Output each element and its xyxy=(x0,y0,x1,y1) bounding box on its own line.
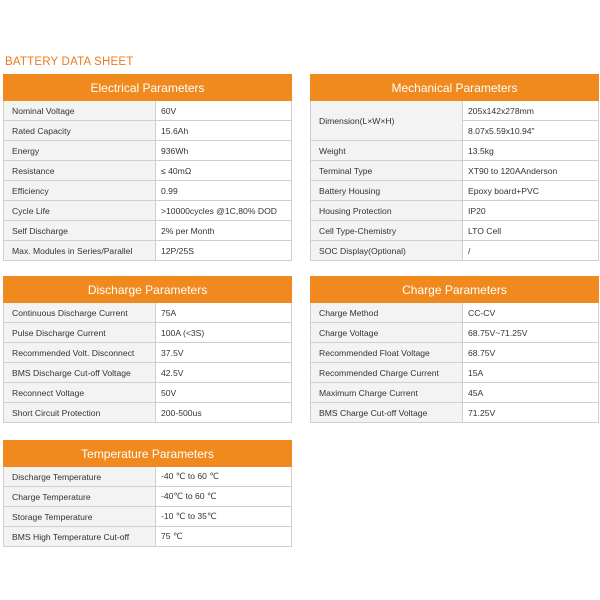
electrical-parameters-table xyxy=(3,74,292,261)
table-row xyxy=(4,507,292,527)
row-value: 71.25V xyxy=(463,403,599,423)
table-row xyxy=(311,141,599,161)
row-value: 2% per Month xyxy=(156,221,292,241)
table-row xyxy=(4,181,292,201)
table-row xyxy=(311,383,599,403)
row-label: Charge Voltage xyxy=(311,323,463,343)
table-row xyxy=(311,303,599,323)
row-value: >10000cycles @1C,80% DOD xyxy=(156,201,292,221)
table-row xyxy=(4,363,292,383)
row-value: -40℃ to 60 ℃ xyxy=(156,487,292,507)
row-value: 15A xyxy=(463,363,599,383)
table-row xyxy=(311,343,599,363)
row-value: 13.5kg xyxy=(463,141,599,161)
table-row xyxy=(4,323,292,343)
table-row xyxy=(4,467,292,487)
row-label: Energy xyxy=(4,141,156,161)
row-label: BMS High Temperature Cut-off xyxy=(4,527,156,547)
row-label: Weight xyxy=(311,141,463,161)
row-label: Efficiency xyxy=(4,181,156,201)
row-value: LTO Cell xyxy=(463,221,599,241)
row-value: ≤ 40mΩ xyxy=(156,161,292,181)
mechanical-parameters-table xyxy=(310,74,599,261)
row-value: 936Wh xyxy=(156,141,292,161)
row-label: Housing Protection xyxy=(311,201,463,221)
row-value: CC-CV xyxy=(463,303,599,323)
table-row xyxy=(311,101,599,121)
table-row xyxy=(311,403,599,423)
row-label: Recommended Float Voltage xyxy=(311,343,463,363)
table-row xyxy=(311,221,599,241)
table-row xyxy=(311,363,599,383)
row-label: Rated Capacity xyxy=(4,121,156,141)
row-label: Maximum Charge Current xyxy=(311,383,463,403)
table-row xyxy=(311,323,599,343)
table-row xyxy=(4,201,292,221)
row-value: 42.5V xyxy=(156,363,292,383)
row-value: 100A (<3S) xyxy=(156,323,292,343)
row-label: Reconnect Voltage xyxy=(4,383,156,403)
row-label: Storage Temperature xyxy=(4,507,156,527)
charge-parameters-heading: Charge Parameters xyxy=(311,277,599,303)
row-value: 0.99 xyxy=(156,181,292,201)
row-value: 45A xyxy=(463,383,599,403)
row-value: 50V xyxy=(156,383,292,403)
row-value: 37.5V xyxy=(156,343,292,363)
temperature-parameters-table xyxy=(3,440,292,547)
row-label: Max. Modules in Series/Parallel xyxy=(4,241,156,261)
table-row xyxy=(4,487,292,507)
table-row xyxy=(4,221,292,241)
mechanical-parameters-heading: Mechanical Parameters xyxy=(311,75,599,101)
row-label: Cycle Life xyxy=(4,201,156,221)
row-label: Recommended Volt. Disconnect xyxy=(4,343,156,363)
table-row xyxy=(4,121,292,141)
row-value: 68.75V~71.25V xyxy=(463,323,599,343)
discharge-parameters-table xyxy=(3,276,292,423)
row-value: IP20 xyxy=(463,201,599,221)
row-label: Charge Temperature xyxy=(4,487,156,507)
row-label: Dimension(L×W×H) xyxy=(311,101,463,141)
row-label: Nominal Voltage xyxy=(4,101,156,121)
row-label: Self Discharge xyxy=(4,221,156,241)
row-label: Pulse Discharge Current xyxy=(4,323,156,343)
table-row xyxy=(4,101,292,121)
row-label: Short Circuit Protection xyxy=(4,403,156,423)
charge-parameters-table xyxy=(310,276,599,423)
sheet-title: BATTERY DATA SHEET xyxy=(5,56,134,68)
row-label: Battery Housing xyxy=(311,181,463,201)
row-value: 15.6Ah xyxy=(156,121,292,141)
row-label: Continuous Discharge Current xyxy=(4,303,156,323)
row-value: 200-500us xyxy=(156,403,292,423)
table-row xyxy=(311,241,599,261)
discharge-parameters-heading: Discharge Parameters xyxy=(4,277,292,303)
table-row xyxy=(311,201,599,221)
row-value: 75A xyxy=(156,303,292,323)
row-label: SOC Display(Optional) xyxy=(311,241,463,261)
table-row xyxy=(311,161,599,181)
row-label: Charge Method xyxy=(311,303,463,323)
row-value: 205x142x278mm xyxy=(463,101,599,121)
row-value: 75 ℃ xyxy=(156,527,292,547)
row-label: Terminal Type xyxy=(311,161,463,181)
table-row xyxy=(4,527,292,547)
table-row xyxy=(4,403,292,423)
row-value: -10 ℃ to 35℃ xyxy=(156,507,292,527)
row-value: Epoxy board+PVC xyxy=(463,181,599,201)
table-row xyxy=(4,241,292,261)
table-row xyxy=(4,343,292,363)
row-label: Recommended Charge Current xyxy=(311,363,463,383)
table-row xyxy=(4,383,292,403)
temperature-parameters-heading: Temperature Parameters xyxy=(4,441,292,467)
row-value: 8.07x5.59x10.94" xyxy=(463,121,599,141)
row-label: Discharge Temperature xyxy=(4,467,156,487)
table-row xyxy=(4,141,292,161)
table-row xyxy=(311,181,599,201)
row-value: -40 ℃ to 60 ℃ xyxy=(156,467,292,487)
row-label: BMS Charge Cut-off Voltage xyxy=(311,403,463,423)
row-value: XT90 to 120AAnderson xyxy=(463,161,599,181)
row-label: Resistance xyxy=(4,161,156,181)
table-row xyxy=(4,161,292,181)
table-row xyxy=(4,303,292,323)
row-label: BMS Discharge Cut-off Voltage xyxy=(4,363,156,383)
row-value: 60V xyxy=(156,101,292,121)
row-value: / xyxy=(463,241,599,261)
row-value: 12P/25S xyxy=(156,241,292,261)
electrical-parameters-heading: Electrical Parameters xyxy=(4,75,292,101)
row-value: 68.75V xyxy=(463,343,599,363)
row-label: Cell Type-Chemistry xyxy=(311,221,463,241)
